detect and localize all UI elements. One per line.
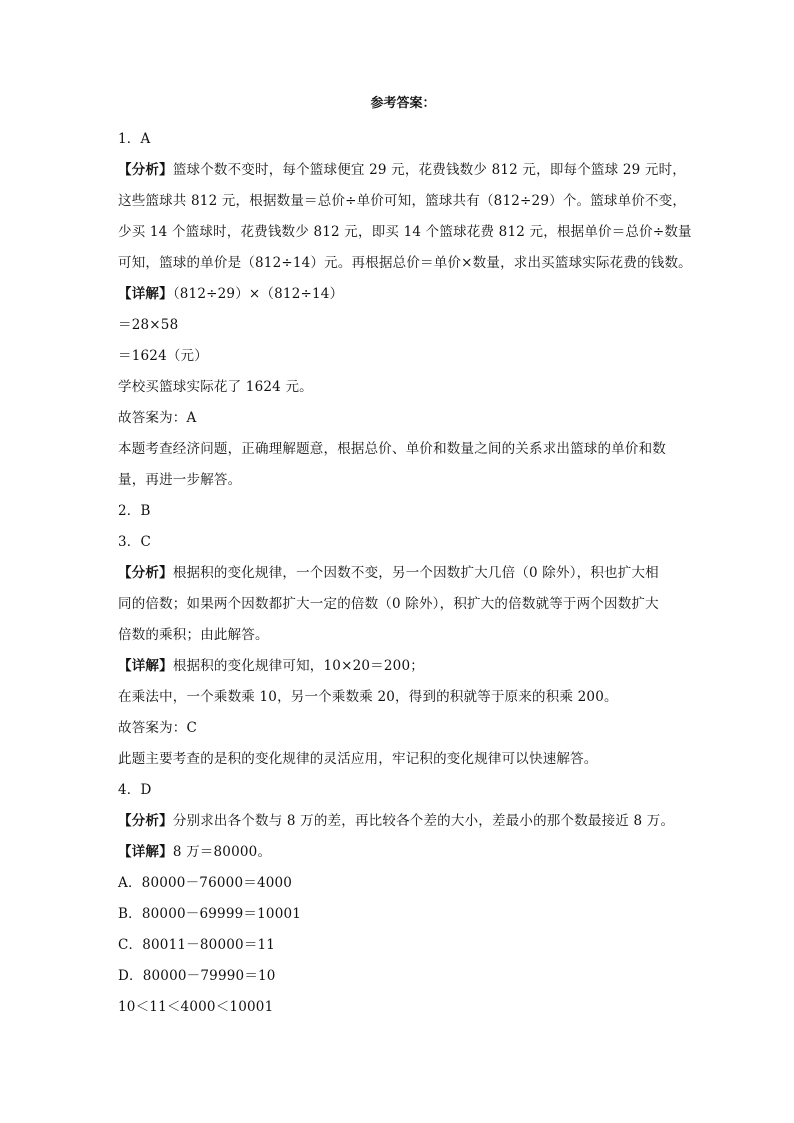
- page-title: 参考答案：: [370, 96, 436, 111]
- answer-line: [118, 868, 688, 899]
- answer-page: [118, 94, 692, 1023]
- section-tag: 【详解】: [118, 658, 173, 674]
- answer-line: [118, 589, 688, 620]
- line-text: 倍数的乘积；由此解答。: [118, 627, 269, 643]
- answer-line: [118, 713, 688, 744]
- line-text: 分别求出各个数与 8 万的差，再比较各个差的大小，差最小的那个数最接近 8 万。: [172, 813, 675, 829]
- section-tag: 【分析】: [118, 162, 173, 178]
- line-text: 学校买篮球实际花了 1624 元。: [118, 379, 313, 395]
- answer-line: [118, 217, 692, 248]
- answer-line: [118, 744, 688, 775]
- line-text: ＝28×58: [118, 317, 179, 333]
- answer-line: [118, 775, 688, 806]
- line-text: 这些篮球共 812 元，根据数量＝总价÷单价可知，篮球共有（812÷29）个。篮球单价不变，: [118, 193, 687, 209]
- line-text: 故答案为：A: [118, 410, 197, 426]
- answer-line: [118, 992, 688, 1023]
- answer-lines: [118, 124, 692, 1023]
- answer-line: [118, 558, 688, 589]
- answer-line: [118, 837, 688, 868]
- answer-line: [118, 806, 688, 837]
- answer-line: [118, 527, 688, 558]
- answer-line: [118, 434, 688, 465]
- answer-line: [118, 341, 688, 372]
- line-text: A．80000－76000＝4000: [118, 875, 293, 891]
- section-tag: 【详解】: [118, 844, 173, 860]
- answer-line: [118, 682, 688, 713]
- answer-line: [118, 310, 688, 341]
- answer-line: [118, 186, 688, 217]
- line-text: 少买 14 个篮球时，花费钱数少 812 元，即买 14 个篮球花费 812 元，根据单价＝总价÷数量: [118, 224, 692, 240]
- line-text: 1．A: [118, 131, 151, 147]
- answer-line: [118, 279, 688, 310]
- line-text: 此题主要考查的是积的变化规律的灵活应用，牢记积的变化规律可以快速解答。: [118, 751, 598, 767]
- answer-line: [118, 372, 688, 403]
- section-tag: 【分析】: [118, 813, 173, 829]
- answer-line: [118, 248, 692, 279]
- answer-line: [118, 465, 688, 496]
- answer-line: [118, 403, 688, 434]
- line-text: D．80000－79990＝10: [118, 968, 276, 984]
- line-text: 同的倍数；如果两个因数都扩大一定的倍数（0 除外），积扩大的倍数就等于两个因数扩大: [118, 596, 659, 612]
- answer-line: [118, 651, 688, 682]
- line-text: 量，再进一步解答。: [118, 472, 242, 488]
- line-text: 8 万＝80000。: [172, 844, 272, 860]
- line-text: 3．C: [118, 534, 152, 550]
- line-text: 10＜11＜4000＜10001: [118, 999, 274, 1015]
- line-text: （812÷29）×（812÷14）: [172, 286, 344, 302]
- line-text: 故答案为：C: [118, 720, 198, 736]
- answer-line: [118, 899, 688, 930]
- line-text: ＝1624（元）: [118, 348, 208, 364]
- line-text: C．80011－80000＝11: [118, 937, 276, 953]
- line-text: 篮球个数不变时，每个篮球便宜 29 元，花费钱数少 812 元，即每个篮球 29 元时，: [172, 162, 686, 178]
- line-text: 本题考查经济问题，正确理解题意，根据总价、单价和数量之间的关系求出篮球的单价和数: [118, 441, 666, 457]
- line-text: B．80000－69999＝10001: [118, 906, 302, 922]
- answer-line: [118, 124, 688, 155]
- line-text: 2．B: [118, 503, 151, 519]
- line-text: 根据积的变化规律可知，10×20＝200；: [172, 658, 424, 674]
- section-tag: 【详解】: [118, 286, 173, 302]
- line-text: 在乘法中，一个乘数乘 10，另一个乘数乘 20，得到的积就等于原来的积乘 200。: [118, 689, 618, 705]
- line-text: 根据积的变化规律，一个因数不变，另一个因数扩大几倍（0 除外），积也扩大相: [172, 565, 659, 581]
- section-tag: 【分析】: [118, 565, 173, 581]
- answer-line: [118, 961, 688, 992]
- answer-line: [118, 155, 688, 186]
- answer-line: [118, 620, 688, 651]
- line-text: 可知，篮球的单价是（812÷14）元。再根据总价＝单价×数量，求出买篮球实际花费的钱数。: [118, 255, 692, 271]
- answer-line: [118, 496, 688, 527]
- answer-line: [118, 930, 688, 961]
- line-text: 4．D: [118, 782, 152, 798]
